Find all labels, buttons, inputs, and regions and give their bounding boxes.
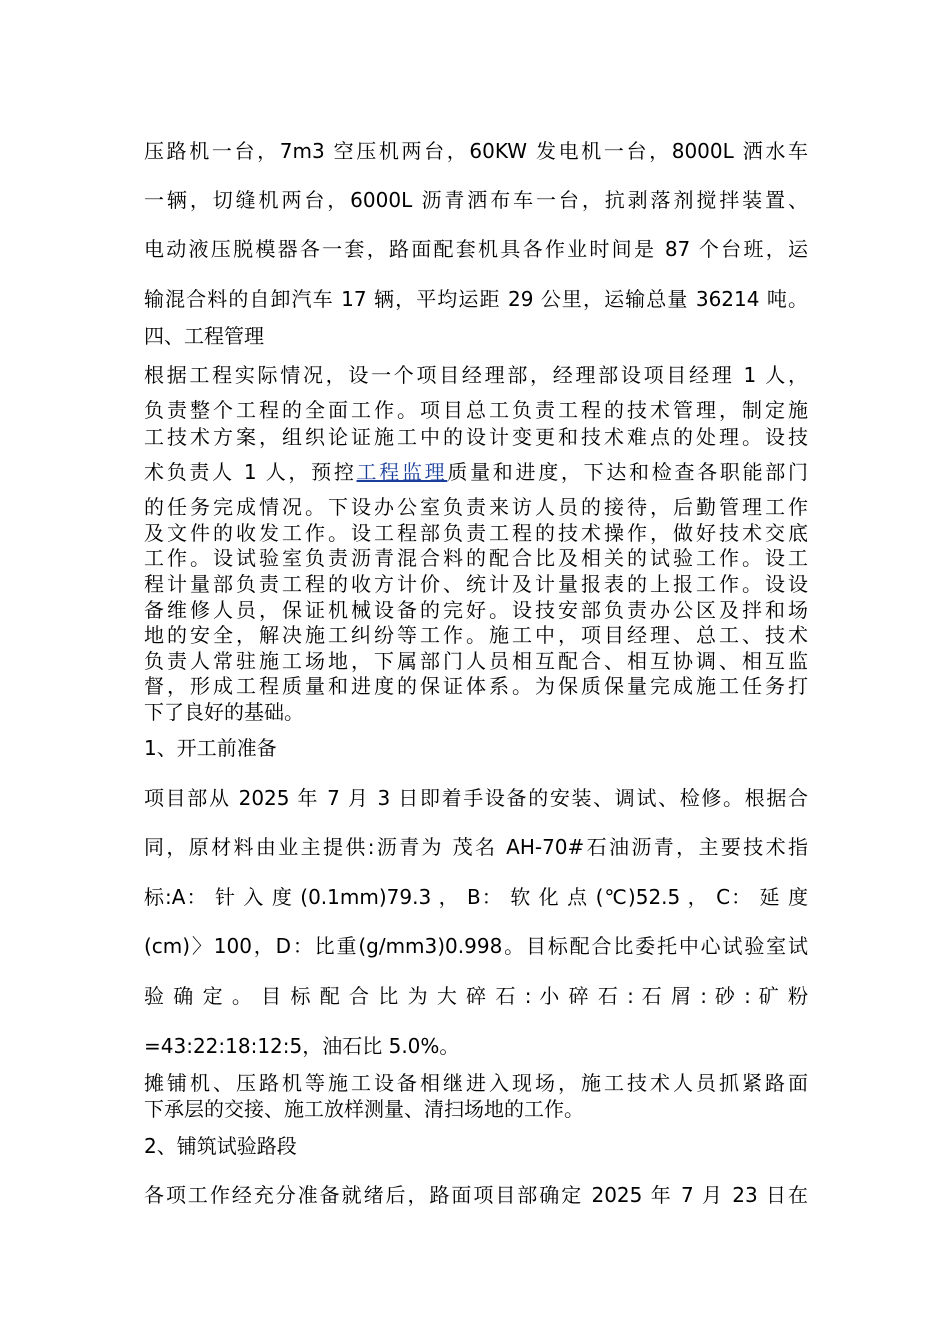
paragraph-line-with-link — [144, 459, 808, 485]
link-engineering-supervision[interactable]: 工程监理 — [356, 460, 448, 484]
paragraph-line: 及文件的收发工作。设工程部负责工程的技术操作，做好技术交底 — [144, 521, 808, 545]
text-segment: 术负责人 1 人，预控 — [144, 460, 357, 484]
paragraph-line: 标:A： 针 入 度 (0.1mm)79.3 ， B： 软 化 点 (℃)52.5 ， C： 延 度 — [144, 885, 808, 909]
paragraph-line: =43:22:18:12:5，油石比 5.0%。 — [144, 1034, 460, 1058]
paragraph-line: 电动液压脱模器各一套，路面配套机具各作业时间是 87 个台班，运 — [144, 237, 808, 261]
paragraph-line: 工作。设试验室负责沥青混合料的配合比及相关的试验工作。设工 — [144, 546, 808, 570]
paragraph-line: 验 确 定 。 目 标 配 合 比 为 大 碎 石 : 小 碎 石 : 石 屑 : 砂 : 矿 粉 — [144, 984, 808, 1008]
paragraph-line: 备维修人员，保证机械设备的完好。设技安部负责办公区及拌和场 — [144, 598, 808, 622]
paragraph-line: 压路机一台，7m3 空压机两台，60KW 发电机一台，8000L 洒水车 — [144, 139, 808, 163]
paragraph-line: 下了良好的基础。 — [144, 700, 304, 724]
section-heading: 2、铺筑试验路段 — [144, 1134, 297, 1158]
paragraph-line: 摊铺机、压路机等施工设备相继进入现场，施工技术人员抓紧路面 — [144, 1071, 808, 1095]
paragraph-line: 负责人常驻施工场地，下属部门人员相互配合、相互协调、相互监 — [144, 649, 808, 673]
paragraph-line: 输混合料的自卸汽车 17 辆，平均运距 29 公里，运输总量 36214 吨。 — [144, 287, 808, 311]
paragraph-line: 的任务完成情况。下设办公室负责来访人员的接待，后勤管理工作 — [144, 495, 808, 519]
paragraph-line: 程计量部负责工程的收方计价、统计及计量报表的上报工作。设设 — [144, 572, 808, 596]
paragraph-line: 工技术方案，组织论证施工中的设计变更和技术难点的处理。设技 — [144, 425, 808, 449]
paragraph-line: 同，原材料由业主提供:沥青为 茂名 AH-70#石油沥青，主要技术指 — [144, 835, 808, 859]
paragraph-line: 一辆，切缝机两台，6000L 沥青洒布车一台，抗剥落剂搅拌装置、 — [144, 188, 808, 212]
paragraph-line: 督，形成工程质量和进度的保证体系。为保质保量完成施工任务打 — [144, 674, 808, 698]
section-heading: 四、工程管理 — [144, 324, 264, 348]
paragraph-line: 各项工作经充分准备就绪后，路面项目部确定 2025 年 7 月 23 日在 — [144, 1183, 808, 1207]
paragraph-line: 地的安全，解决施工纠纷等工作。施工中，项目经理、总工、技术 — [144, 623, 808, 647]
paragraph-line: (cm)〉100，D：比重(g/mm3)0.998。目标配合比委托中心试验室试 — [144, 934, 808, 958]
paragraph-line: 负责整个工程的全面工作。项目总工负责工程的技术管理，制定施 — [144, 398, 808, 422]
paragraph-line: 下承层的交接、施工放样测量、清扫场地的工作。 — [144, 1097, 584, 1121]
text-segment: 质量和进度，下达和检查各职能部门 — [447, 460, 808, 484]
section-heading: 1、开工前准备 — [144, 736, 277, 760]
paragraph-line: 根据工程实际情况，设一个项目经理部，经理部设项目经理 1 人， — [144, 363, 808, 387]
paragraph-line: 项目部从 2025 年 7 月 3 日即着手设备的安装、调试、检修。根据合 — [144, 786, 808, 810]
